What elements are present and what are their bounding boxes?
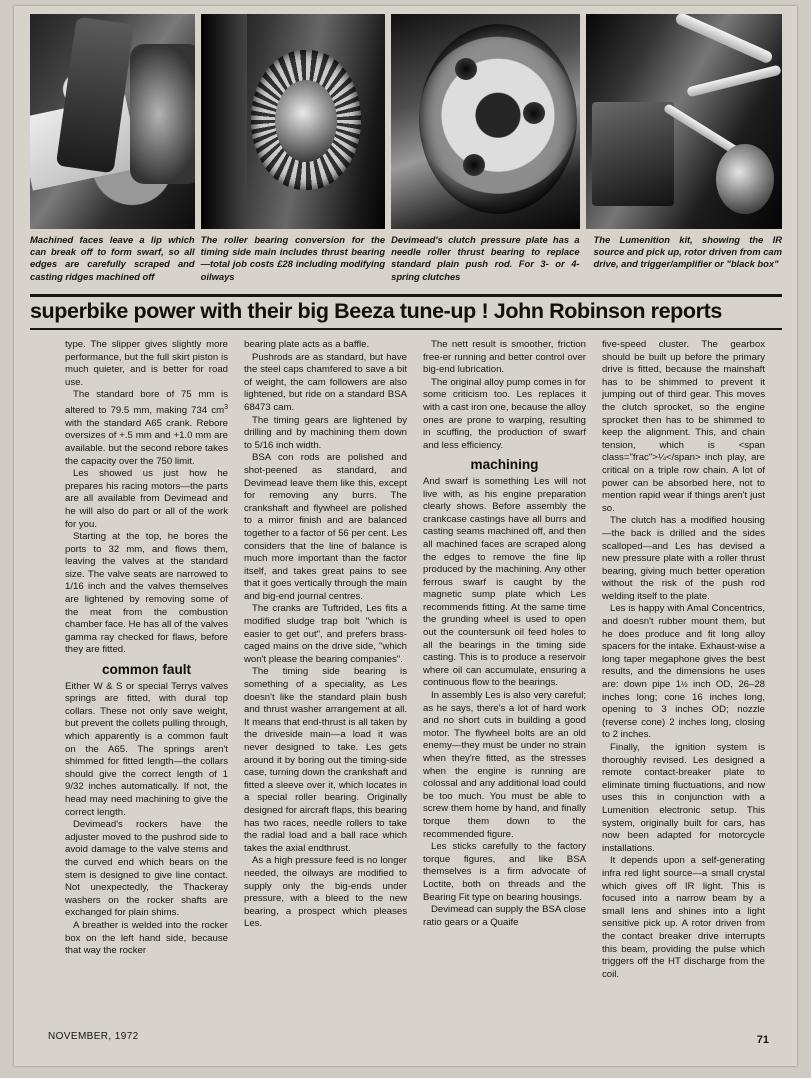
body-paragraph: Finally, the ignition system is thoroughly revised. Les designed a remote contact-breaker plate to eliminate timing fluctuations, and now uses this in conjunction with a Lumenition electronic setup. This system, originally built for cars, has now been adapted for motorcycle installations. [602,742,765,854]
body-paragraph: And swarf is something Les will not live with, as his engine preparation clearly shows. Before assembly the crankcase castings have all burrs and casting seams machined off, and then all machined faces are scraped along the edges to remove the fine lip produced by the machining. Any other ferrous swarf is caught by the magnetic sump plate which Les recommends fitting. At the same time the grunding wheel is used to open out the countersunk oil feed holes to all the bearings in the timing side casting. This is to produce a reservoir where oil can accumulate, ensuring a continuous flow to the bearings. [423,475,586,689]
page-sheet [14,6,797,1066]
body-paragraph: Les showed us just how he prepares his racing motors—the parts are all available from Devimead and he will also do part or all of the work for you. [65,468,228,530]
body-paragraph: Les is happy with Amal Concentrics, and doesn't rubber mount them, but he does produce and fit long alloy spacers for the intake. Exhaust-wise a long taper megaphone gives the best results, and the dimensions he uses are: down pipe 1½ inch OD, 26–28 inches long; cone 16 inches long, opening to 3 inches OD; nozzle (reverse cone) 2 inches long, closing to 2 inches. [602,603,765,741]
body-paragraph: Starting at the top, he bores the ports to 32 mm, and flows them, leaving the valves at the standard size. The valve seats are narrowed to 1/16 inch and the valves themselves are lightened by removing some of the meat from the combustion chamber face. He has all of the valves gamma ray checked for flaws, before they are fitted. [65,531,228,656]
section-subhead: common fault [101,662,192,678]
body-paragraph: A breather is welded into the rocker box on the left hand side, because that way the rocker [65,919,228,957]
headline-rule-top [30,294,782,297]
section-subhead: machining [470,457,539,473]
body-paragraph: Devimead's rockers have the adjuster moved to the pushrod side to avoid damage to the valve stems and the curved end which bears on the stem is designed to give line contact. Not unexpectedly, the Thackeray washers on the rocker shafts are exchanged for plain shims. [65,819,228,919]
text-column-1 [65,339,228,981]
body-paragraph: The timing side bearing is something of a speciality, as Les doesn't like the standard plain bush and thrust washer arrangement at all. It means that end-thrust is all taken by the driveside main—a load it was never designed to take. Les gets around it by boring out the timing-side case, turning down the crankshaft and fitted a sleeve over it, which locates in a special roller bearing. Originally designed for aircraft flaps, this bearing has two races, needle rollers to take the radial load and a ball race which takes the axial endthrust. [244,666,407,854]
body-paragraph: In assembly Les is also very careful; as he says, there's a lot of hard work and no short cuts in building a good motor. The flywheel bolts are an old enemy—they must be under no strain when they're fitted, as the stresses when the engine is running are colossal and any additional load could be too much. You must be able to screw them home by hand, and finally torque them down to the recommended figure. [423,690,586,840]
text-column-3 [423,339,586,981]
body-paragraph: BSA con rods are polished and shot-peened as standard, and Devimead leave them like this, except for removing any burrs. The crankshaft and flywheel are polished to a mirror finish and are balanced together to a factor of 56 per cent. Les considers that the line of balance is much more important than the factor itself, and takes great pains to see that it goes vertically through the main and big-end journal centres. [244,452,407,602]
body-paragraph: Either W & S or special Terrys valves springs are fitted, with dural top collars. These not only save weight, but prevent the collets pulling through, which apparently is a common fault on the A65. The springs aren't shimmed for fitted length—the collars should give the correct length of 1 9/32 inches automatically. If not, the head may need machining to give the correct length. [65,680,228,818]
body-paragraph: five-speed cluster. The gearbox should be built up before the primary drive is fitted, because the mainshaft has to be shimmed to prevent it jumping out of third gear. This moves the clutch sprocket, so the engine sprocket then has to be shimmed to keep the alignment. This, and chain tension, which is <span class="frac">¼</span> inch play, are critical on a triple row chain. A lot of power can be absorbed here, not to mention rapid wear if things aren't just so. [602,339,765,514]
text-column-2 [244,339,407,981]
body-paragraph: The timing gears are lightened by drilling and by machining them down to 5/16 inch width. [244,414,407,451]
article-body [65,339,782,981]
photo-caption: Devimead's clutch pressure plate has a needle roller thrust bearing to replace standard plain push rod. For 3- or 4-spring clutches [391,234,580,282]
body-paragraph: As a high pressure feed is no longer needed, the oilways are modified to supply only the big-ends under pressure, with a bleed to the new bearing, a prospect which pleases Les. [244,855,407,930]
body-paragraph: bearing plate acts as a baffle. [244,339,370,350]
body-paragraph: It depends upon a self-generating infra red light source—a small crystal which gives off IR light. This is focused into a narrow beam by a small lens and shines into a light sensitive pick up. A rotor driven from the contact breaker drive interrupts this beam, providing the pulse which triggers off the HT discharge from the coil. [602,855,765,980]
body-paragraph: The cranks are Tuftrided, Les fits a modified sludge trap bolt "which is easier to get out", and prefers brass-caged mains on the drive side, "which won't please the bearing companies". [244,603,407,665]
photo-caption: Machined faces leave a lip which can break off to form swarf, so all edges are carefully scraped and casting ridges machined off [30,234,195,282]
body-paragraph: Devimead can supply the BSA close ratio gears or a Quaife [423,904,586,928]
photo-caption: The Lumenition kit, showing the IR source and pick up, rotor driven from cam drive, and trigger/amplifier or "black box" [593,234,782,270]
lumenition-kit-photo [586,14,782,229]
photo-captions [30,234,782,283]
photo-caption: The roller bearing conversion for the timing side main includes thrust bearing—total job costs £28 including modifying oilways [200,234,386,282]
body-paragraph: The standard bore of 75 mm is altered to 79.5 mm, making 734 $cm^3$ with the standard A65 crank. Rebore oversizes of +.5 mm and +1.0 mm are available. but the second rebore takes the capacity over the 750 limit. [65,389,228,467]
body-paragraph: Pushrods are as standard, but have the steel caps chamfered to save a bit of weight, the cam followers are also lightened, but ride on a standard BSA 68473 cam. [244,351,407,413]
engine-internals-photo [30,14,195,229]
body-paragraph: Les sticks carefully to the factory torque figures, and like BSA themselves is a firm advocate of Loctite, both on threads and the Bearing Fit type on bearing housings. [423,841,586,903]
body-paragraph: The original alloy pump comes in for some criticism too. Les replaces it with a cast iron one, because the alloy ones are prone to warping, resulting in scuffing, the production of swarf and less efficiency. [423,376,586,451]
photo-strip [30,14,782,229]
page-number: 71 [756,1034,769,1046]
text-column-4 [602,339,765,981]
body-paragraph: The clutch has a modified housing—the back is drilled and the sides scalloped—and Les has devised a new pressure plate with a roller thrust bearing, giving much better operation without the risk of the push rod welding itself to the plate. [602,515,765,602]
body-paragraph: type. The slipper gives slightly more performance, but the full skirt piston is much quieter, and is better for road use. [65,339,228,388]
body-paragraph: The nett result is smoother, friction free-er running and better control over big-end lubrication. [423,339,586,376]
article-headline: superbike power with their big Beeza tune-up ! John Robinson reports [30,299,722,323]
roller-bearing-photo [201,14,385,229]
headline-rule-bottom [30,328,782,330]
issue-date: NOVEMBER, 1972 [48,1031,139,1042]
clutch-pressure-plate-photo [391,14,579,229]
